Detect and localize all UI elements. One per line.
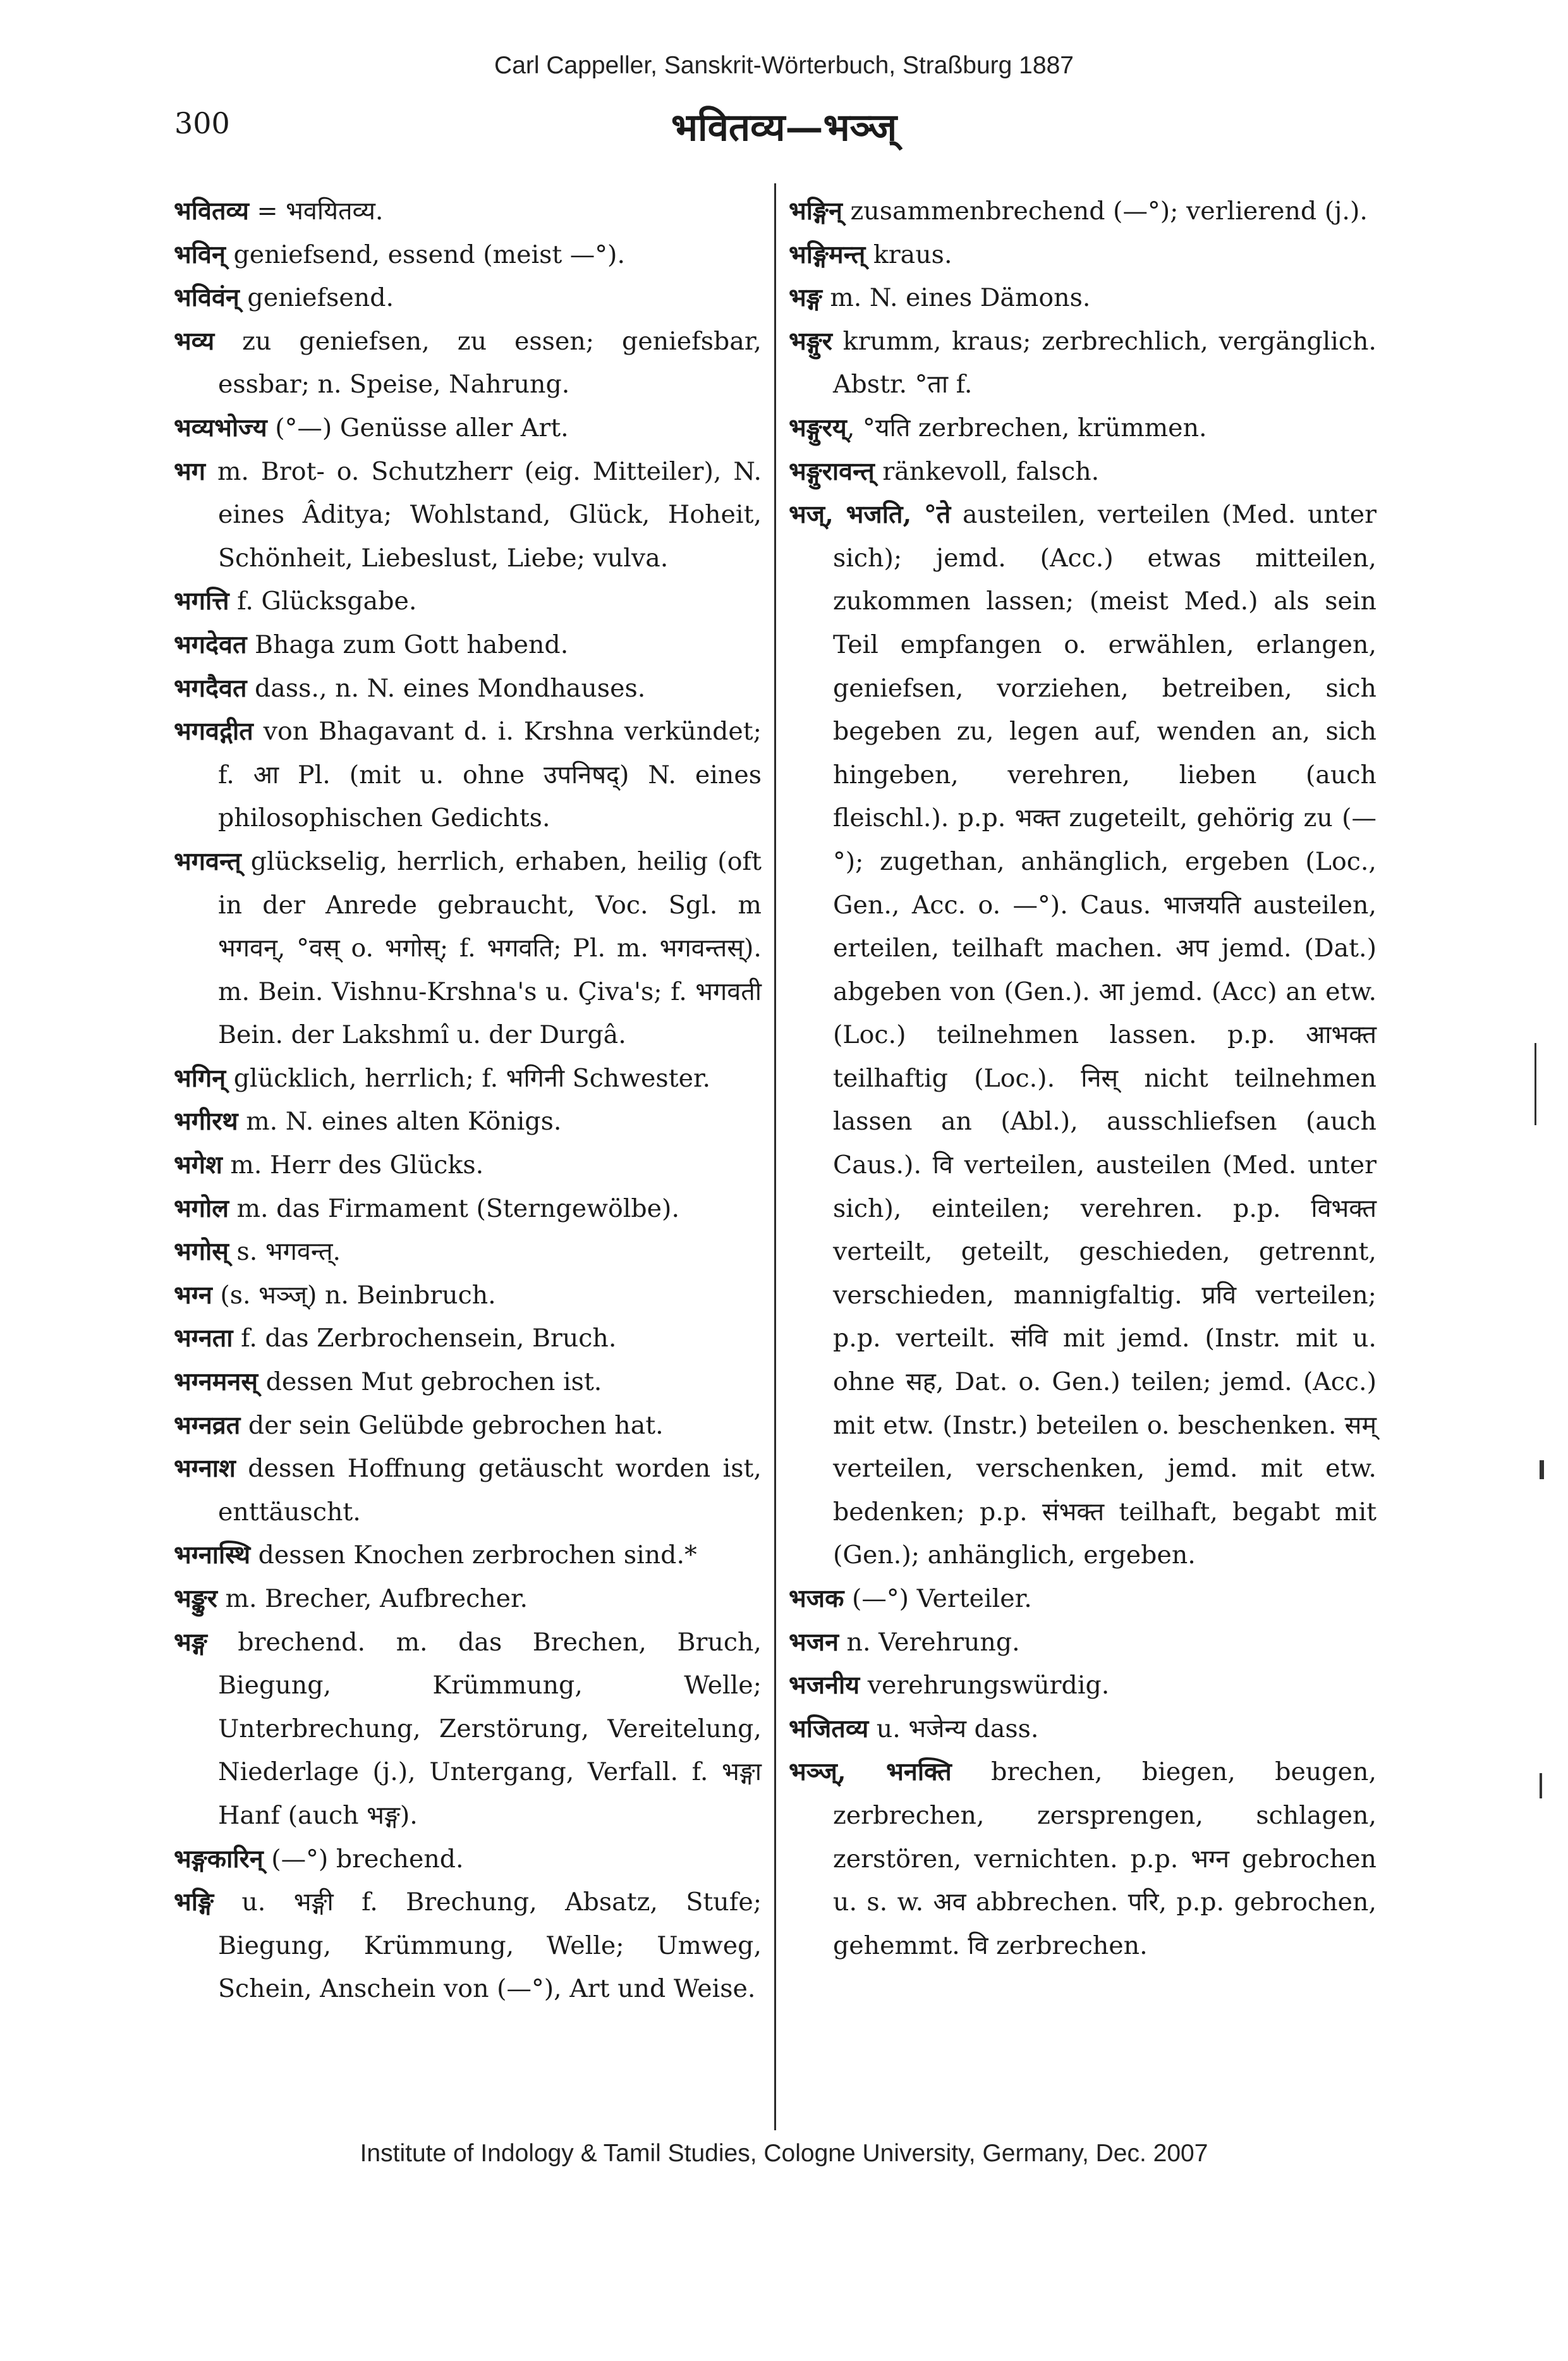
definition: (—°) brechend. [263,1844,464,1874]
definition: zu geniefsen, zu essen; geniefsbar, essbar; n. Speise, Nahrung. [214,326,762,400]
headword: भञ्ज्, भनक्ति [789,1757,952,1787]
headword: भग्नमनस् [174,1367,258,1397]
dictionary-entry [789,1664,1377,1707]
definition: brechen, biegen, beugen, zerbrechen, zersprengen, schlagen, zerstören, vernichten. p.p. भग्न gebrochen u. s. w. अव abbrechen. परि, p.p. gebrochen, gehemmt. वि zerbrechen. [833,1757,1377,1960]
footer-note: Institute of Indology & Tamil Studies, Cologne University, Germany, Dec. 2007 [360,2140,1208,2167]
definition: m. N. eines Dämons. [822,283,1091,313]
headword: भगेश [174,1150,222,1180]
dictionary-entry [174,276,762,320]
headword: भग्नाश [174,1454,236,1484]
dictionary-entry [789,493,1377,1577]
dictionary-entry [174,623,762,667]
definition: f. das Zerbrochensein, Bruch. [233,1324,617,1353]
dictionary-entry [789,406,1377,450]
dictionary-entry [789,276,1377,320]
headword: भगोल [174,1193,229,1223]
definition: (°—) Genüsse aller Art. [267,413,569,442]
headword: भजितव्य [789,1714,869,1743]
page-number: 300 [174,106,230,140]
headword: भङ्गुर [789,326,832,356]
dictionary-entry [174,1057,762,1101]
headword: भङ्गिन् [789,197,842,226]
headword: भग्नता [174,1324,233,1353]
dictionary-entry [174,406,762,450]
dictionary-entry [789,1577,1377,1621]
definition: Bhaga zum Gott habend. [246,630,569,659]
definition: u. भङ्गी f. Brechung, Absatz, Stufe; Biegung, Krümmung, Welle; Umweg, Schein, Anschein von (—°), Art und Weise. [214,1888,762,2004]
headword: भगिन् [174,1063,226,1093]
headword: भजनीय [789,1671,860,1700]
dictionary-entry [174,1838,762,1881]
column-divider [774,183,776,2130]
headword: भङ्गकारिन् [174,1844,264,1874]
dictionary-entry [174,1230,762,1274]
dictionary-entry [174,1360,762,1404]
definition: (s. भञ्ज्) n. Beinbruch. [212,1280,496,1310]
headword: भगोस् [174,1237,229,1267]
definition: von Bhagavant d. i. Krshna verkündet; f. आ Pl. (mit u. ohne उपनिषद्) N. eines philosophischen Gedichts. [218,717,762,833]
headword: भग्न [174,1280,212,1310]
definition: dessen Mut gebrochen ist. [258,1367,602,1397]
definition: austeilen, verteilen (Med. unter sich); jemd. (Acc.) etwas mitteilen, zukommen lassen; (meist Med.) als sein Teil empfangen o. erwählen, erlangen, geniefsen, vorziehen, betreiben, sich begeben zu, legen auf, wenden an, sich hingeben, verehren, lieben (auch fleischl.). p.p. भक्त zugeteilt, gehörig zu (—°); zugethan, anhänglich, ergeben (Loc., Gen., Acc. o. —°). Caus. भाजयति austeilen, erteilen, teilhaft machen. अप jemd. (Dat.) abgeben von (Gen.). आ jemd. (Acc) an etw. (Loc.) teilnehmen lassen. p.p. आभक्त teilhaftig (Loc.). निस् nicht teilnehmen lassen an (Abl.), ausschliefsen (auch Caus.). वि verteilen, austeilen (Med. unter sich), einteilen; verehren. p.p. विभक्त verteilt, geteilt, geschieden, getrennt, verschieden, mannigfaltig. प्रवि verteilen; p.p. verteilt. संवि mit jemd. (Instr. mit u. ohne सह, Dat. o. Gen.) teilen; jemd. (Acc.) mit etw. (Instr.) beteilen o. beschenken. सम् verteilen, verschenken, jemd. mit etw. bedenken; p.p. संभक्त teilhaft, begabt mit (Gen.); anhänglich, ergeben. [833,500,1377,1570]
running-head: भवितव्य—भञ्ज् [671,106,897,150]
dictionary-entry [174,190,762,233]
headword: भग्नास्थि [174,1540,251,1570]
definition: dessen Knochen zerbrochen sind.* [250,1540,697,1570]
definition: kraus. [865,240,952,269]
definition: n. Verehrung. [839,1627,1020,1657]
headword: भगत्ति [174,587,229,616]
headword: भङ्ग [174,1627,207,1657]
definition: zusammenbrechend (—°); verlierend (j.). [842,197,1368,226]
definition: der sein Gelübde gebrochen hat. [240,1410,664,1440]
dictionary-entry [789,1621,1377,1664]
definition: , °यति zerbrechen, krümmen. [846,413,1207,442]
dictionary-entry [174,1404,762,1448]
definition: geniefsend. [239,283,394,313]
left-column [174,190,762,2011]
headword: भङ्गि [174,1888,214,1917]
definition: geniefsend, essend (meist —°). [225,240,626,269]
dictionary-entry [174,1534,762,1577]
dictionary-entry [174,233,762,277]
dictionary-entry [174,1274,762,1317]
dictionary-entry [174,320,762,406]
dictionary-entry [174,1447,762,1534]
definition: m. das Firmament (Sterngewölbe). [229,1193,679,1223]
definition: glückselig, herrlich, erhaben, heilig (oft in der Anrede gebraucht, Voc. Sgl. m भगवन्, °वस् o. भगोस्; f. भगवति; Pl. m. भगवन्तस्). m. Bein. Vishnu-Krshna's u. Çiva's; f. भगवती Bein. der Lakshmî u. der Durgâ. [218,846,762,1050]
definition: u. भजेन्य dass. [868,1714,1039,1743]
definition: m. Herr des Glücks. [222,1150,484,1180]
definition: f. Glücksgabe. [229,587,417,616]
definition: verehrungswürdig. [860,1671,1110,1700]
dictionary-entry [174,1577,762,1621]
headword: भगदेवत [174,630,247,659]
dictionary-entry [789,233,1377,277]
definition: dessen Hoffnung getäuscht worden ist, enttäuscht. [218,1454,762,1527]
headword: भग्नव्रत [174,1410,241,1440]
dictionary-entry [174,1100,762,1144]
dictionary-entry [174,667,762,711]
dictionary-entry [174,710,762,840]
headword: भज्, भजति, °ते [789,500,951,530]
dictionary-entry [174,1881,762,2011]
headword: भजन [789,1627,839,1657]
margin-mark [1540,1773,1542,1798]
dictionary-entry [789,450,1377,494]
definition: m. Brecher, Aufbrecher. [217,1584,528,1613]
definition: s. भगवन्त्. [228,1237,341,1267]
headword: भविन् [174,240,226,269]
definition: m. Brot- o. Schutzherr (eig. Mitteiler), N. eines Âditya; Wohlstand, Glück, Hoheit, Schönheit, Liebeslust, Liebe; vulva. [205,456,762,573]
definition: m. N. eines alten Königs. [238,1107,562,1137]
dictionary-entry [174,580,762,623]
margin-mark [1540,1460,1544,1479]
headword: भङ्गिमन्त् [789,240,866,269]
dictionary-entry [789,1707,1377,1751]
dictionary-entry [174,1144,762,1187]
headword: भवितव्य [174,197,249,226]
headword: भगदैवत [174,673,247,703]
headword: भग [174,456,206,486]
headword: भविवंन् [174,283,240,313]
definition: = भवयितव्य. [248,197,384,226]
headword: भङ्कुर [174,1584,217,1613]
header-note: Carl Cappeller, Sanskrit-Wörterbuch, Straßburg 1887 [494,52,1074,79]
right-column [789,190,1377,1967]
headword: भङ्ग [789,283,822,313]
headword: भङ्गुरय् [789,413,847,442]
definition: brechend. m. das Brechen, Bruch, Biegung, Krümmung, Welle; Unterbrechung, Zerstörung, Vereitelung, Niederlage (j.), Untergang, Verfall. f. भङ्गा Hanf (auch भङ्ग). [207,1627,762,1830]
dictionary-entry [174,840,762,1057]
dictionary-entry [174,1317,762,1360]
headword: भङ्गुरावन्त् [789,456,875,486]
dictionary-entry [174,1187,762,1231]
headword: भजक [789,1584,844,1613]
dictionary-entry [789,190,1377,233]
headword: भगीरथ [174,1107,238,1137]
headword: भगवन्त् [174,846,241,876]
dictionary-entry [789,1750,1377,1967]
headword: भगवद्गीत [174,717,253,747]
definition: dass., n. N. eines Mondhauses. [246,673,646,703]
definition: glücklich, herrlich; f. भगिनी Schwester. [226,1063,711,1093]
definition: ränkevoll, falsch. [874,456,1100,486]
definition: krumm, kraus; zerbrechlich, vergänglich. Abstr. °ता f. [832,326,1377,400]
definition: (—°) Verteiler. [844,1584,1032,1613]
headword: भव्यभोज्य [174,413,267,442]
margin-mark [1535,1043,1536,1125]
dictionary-entry [789,320,1377,406]
dictionary-entry [174,450,762,580]
dictionary-entry [174,1621,762,1838]
headword: भव्य [174,326,215,356]
